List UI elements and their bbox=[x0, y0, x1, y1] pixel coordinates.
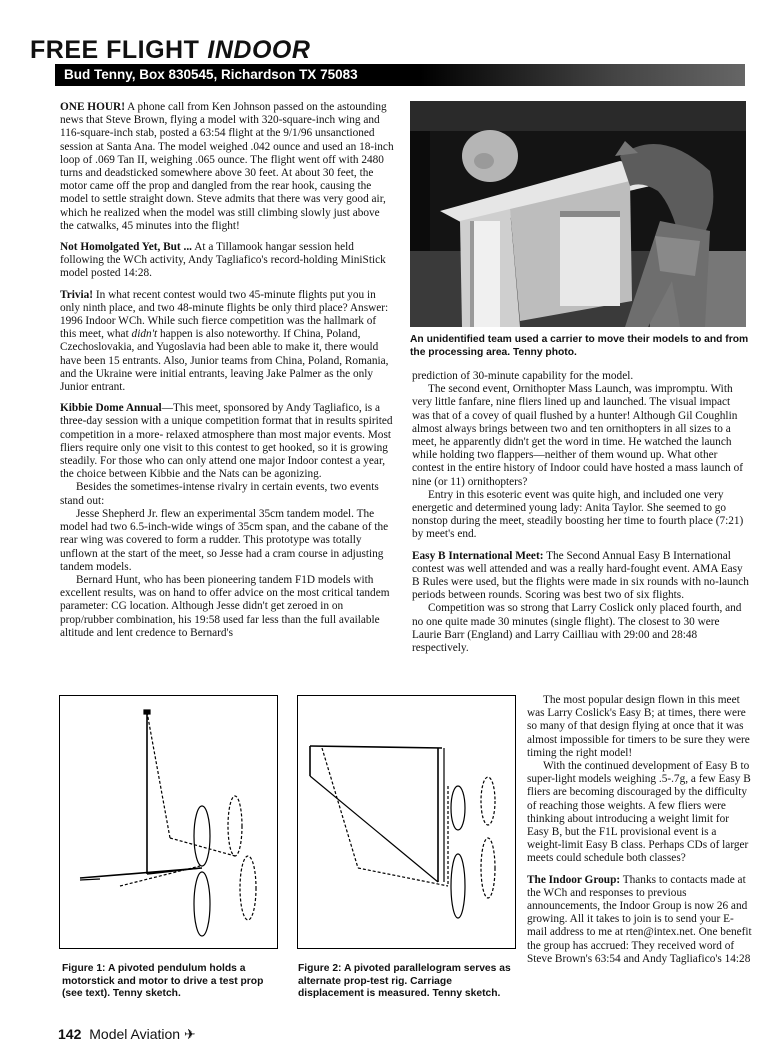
section-indoor: INDOOR bbox=[207, 36, 311, 64]
photo-illustration bbox=[410, 101, 746, 327]
figure-2 bbox=[297, 695, 516, 949]
heading-easy-b: Easy B International Meet: bbox=[412, 549, 544, 562]
team-carrier-photo bbox=[410, 101, 746, 327]
text-homologated: At a Tillamook hangar session held following the WCh activity, Andy Tagliafico's record-holding MiniStick model posted 14:28. bbox=[60, 241, 386, 280]
text-one-hour: A phone call from Ken Johnson passed on the astounding news that Steve Brown, flying a model with 320-square-inch wing and 116-square-inch stab, posted a 63:54 flight at the 9/1/96 unsanctioned session at Santa Ana. The model weighed .042 ounce and used an 18-inch loop of .069 Tan II, weighing .065 ounce. The flight went off with 2480 turns and deadsticked somewhere above 30 feet. At about 30 feet, the motor came off the prop and dangled from the rear hook, causing the model to settle straight down. Steve admits that there was very good air, which he realized when the model was still climbing slowly just above the catwalks, 45 minutes into the flight! bbox=[60, 101, 394, 232]
figure-1-sketch bbox=[60, 696, 276, 947]
page-footer bbox=[58, 1026, 196, 1042]
paragraph-weight-limit: With the continued development of Easy B to super-light models weighing .5-.7g, a few Easy B fliers are becoming discouraged by the difficulty of reaching those weights. A few fliers were thinking about introducing a weight limit for Easy B, but the F1L provisional event is a weight-limit Easy B class. Perhaps CDs of larger meets could schedule both classes? bbox=[527, 760, 751, 865]
paragraph-homologated bbox=[60, 241, 395, 281]
paragraph-easy-b bbox=[412, 550, 750, 603]
text-trivia-b: happen is also noteworthy. If China, Poland, Czechoslovakia, and Yugoslavia had been able to make it, there would have been 15 entrants. Also, Junior teams from China, Poland, Romania, and the Ukraine were initial entrants, leaving Jake Palmer as the only Junior entrant. bbox=[60, 328, 389, 394]
heading-homologated: Not Homolgated Yet, But ... bbox=[60, 241, 192, 254]
heading-trivia: Trivia! bbox=[60, 288, 94, 301]
column-right bbox=[527, 694, 752, 966]
figure-2-caption: Figure 2: A pivoted parallelogram serves as alternate prop-test rig. Carriage displacement is measured. Tenny sketch. bbox=[298, 963, 511, 999]
photo-caption: An unidentified team used a carrier to move their models to and from the processing area. Tenny photo. bbox=[410, 334, 749, 358]
text-kibbie: —This meet, sponsored by Andy Tagliafico, is a three-day session with a unique competition format that in results spirited competition in a more- relaxed atmosphere than most major events. Most fliers require only one visit to this contest to get hooked, so it is growing steadily. For those who can only attend one major Indoor contest a year, the choice between Kibbie and the Nats can be agonizing. bbox=[60, 402, 393, 481]
figure-1-caption: Figure 1: A pivoted pendulum holds a motorstick and motor to drive a test prop (see text). Tenny sketch. bbox=[62, 963, 264, 999]
paragraph-prediction: prediction of 30-minute capability for the model. bbox=[412, 370, 634, 382]
paragraph-kibbie bbox=[60, 402, 395, 481]
byline: Bud Tenny, Box 830545, Richardson TX 75083 bbox=[64, 67, 358, 82]
figure-1 bbox=[59, 695, 278, 949]
section-free-flight: FREE FLIGHT bbox=[30, 36, 200, 64]
paragraph-events: Besides the sometimes-intense rivalry in certain events, two events stand out: bbox=[60, 481, 379, 507]
page-number: 142 bbox=[58, 1026, 82, 1042]
paragraph-trivia bbox=[60, 289, 395, 395]
heading-one-hour: ONE HOUR! bbox=[60, 101, 125, 113]
text-trivia-a: In what recent contest would two 45-minute flights put you in only ninth place, and two 48-minute flights be only third place? Answer: 1996 Indoor WCh. While such fierce competition was the hallmark of this meet, what bbox=[60, 288, 389, 341]
paragraph-one-hour bbox=[60, 101, 395, 233]
heading-indoor-group: The Indoor Group: bbox=[527, 873, 621, 886]
paragraph-bernard: Bernard Hunt, who has been pioneering tandem F1D models with excellent results, was on hand to offer advice on the most critical tandem parameter: CG location. Although Jesse didn't get zeroed in on prop/rubber combination, his 19:58 used far less than the full available altitude and lent credence to Bernard's bbox=[60, 573, 390, 639]
paragraph-anita: Entry in this esoteric event was quite high, and included one very energetic and determined young lady: Anita Taylor. She seemed to go nonstop during the meet, steadily boosting her time to fourth place (7:21) by meet's end. bbox=[412, 488, 744, 541]
paragraph-indoor-group bbox=[527, 874, 752, 966]
column-middle bbox=[412, 370, 750, 655]
byline-bar-fade bbox=[420, 64, 745, 86]
heading-kibbie: Kibbie Dome Annual bbox=[60, 402, 162, 415]
paragraph-ornithopter: The second event, Ornithopter Mass Launch, was impromptu. With very little fanfare, nine fliers lined up and launched. The visual impact was that of a covey of quail flushed by a hunter! Although Gil Coughlin almost always brings between two and ten ornithopters in all sizes to a meet, he apparently didn't get the word in time. He watched the launch while holding two flappers—neither of them wound up. What other contest in the entire history of Indoor could have hosted a mass launch of nine (or 11) ornithopters? bbox=[412, 383, 743, 488]
airplane-icon: ✈ bbox=[183, 1026, 196, 1042]
text-easy-b: The Second Annual Easy B International contest was well attended and was a really hard-fought event. AMA Easy B Rules were used, but the flights were made in six rounds with no-launch periods between rounds. Scoring was best two of six flights. bbox=[412, 549, 749, 602]
section-title bbox=[30, 36, 310, 64]
paragraph-coslick: The most popular design flown in this meet was Larry Coslick's Easy B; at times, there were so many of that design flying at once that it was almost impossible for timers to be sure they were timing the right model! bbox=[527, 694, 750, 759]
paragraph-competition: Competition was so strong that Larry Coslick only placed fourth, and no one quite made 30 minutes (single flight). The closest to 30 were Laurie Barr (England) and Larry Cailliau with 29:00 and 28:48 respectively. bbox=[412, 602, 742, 655]
magazine-name: Model Aviation bbox=[89, 1026, 181, 1042]
text-indoor-group: Thanks to contacts made at the WCh and responses to previous announcements, the Indoor Group is now 26 and growing. All it takes to join is to send your E-mail address to me at rten@intex.net. One benefit the group has accrued: They received word of Steve Brown's 63:54 and Andy Tagliafico's 14:28 bbox=[527, 873, 752, 965]
text-trivia-em: didn't bbox=[131, 328, 158, 341]
paragraph-jesse: Jesse Shepherd Jr. flew an experimental 35cm tandem model. The model had two 6.5-inch-wide wings of 35cm span, and the cabane of the rear wing was covered to form a rudder. This prototype was totally unflown at the start of the meet, so Jesse had a cram course in adjusting tandem models. bbox=[60, 507, 389, 573]
figure-2-sketch bbox=[298, 696, 514, 947]
column-left bbox=[60, 101, 395, 640]
